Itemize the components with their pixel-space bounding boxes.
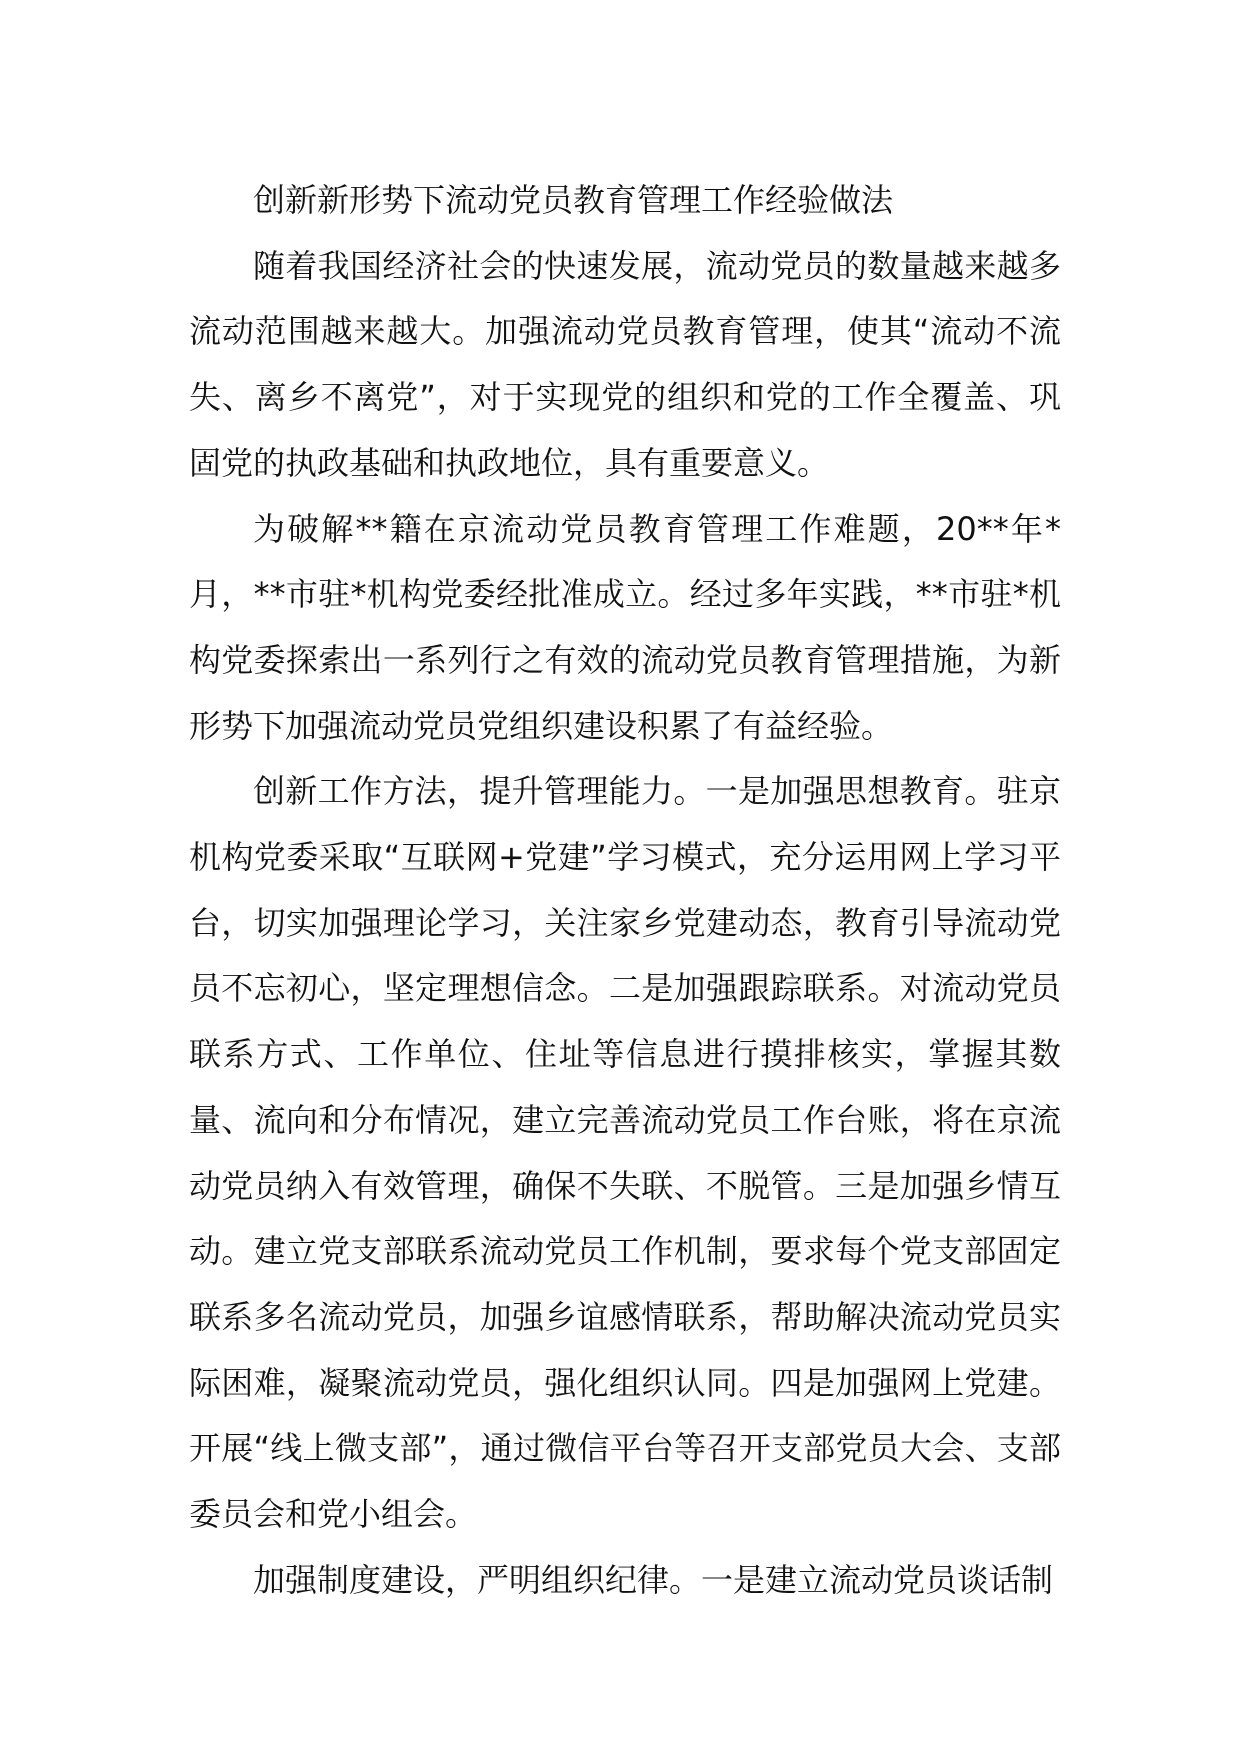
document-title: 创新新形势下流动党员教育管理工作经验做法 [253,181,894,219]
paragraph-intro: 随着我国经济社会的快速发展，流动党员的数量越来越多流动范围越来越大。加强流动党员教育管理，使其“流动不流失、离乡不离党”，对于实现党的组织和党的工作全覆盖、巩固党的执政基础和执政地位，具有重要意义。 [189,246,1061,482]
paragraph-work-methods: 创新工作方法，提升管理能力。一是加强思想教育。驻京机构党委采取“互联网+党建”学习模式，充分运用网上学习平台，切实加强理论学习，关注家乡党建动态，教育引导流动党员不忘初心，坚定理想信念。二是加强跟踪联系。对流动党员联系方式、工作单位、住址等信息进行摸排核实，掌握其数量、流向和分布情况，建立完善流动党员工作台账，将在京流动党员纳入有效管理，确保不失联、不脱管。三是加强乡情互动。建立党支部联系流动党员工作机制，要求每个党支部固定联系多名流动党员，加强乡谊感情联系，帮助解决流动党员实际困难，凝聚流动党员，强化组织认同。四是加强网上党建。开展“线上微支部”，通过微信平台等召开支部党员大会、支部委员会和党小组会。 [189,772,1061,1534]
document-body [189,168,1061,1613]
paragraph-system-building: 加强制度建设，严明组织纪律。一是建立流动党员谈话制 [253,1560,1054,1599]
paragraph-background: 为破解**籍在京流动党员教育管理工作难题，20**年*月，**市驻*机构党委经批准成立。经过多年实践，**市驻*机构党委探索出一系列行之有效的流动党员教育管理措施，为新形势下加强流动党员党组织建设积累了有益经验。 [189,509,1061,745]
